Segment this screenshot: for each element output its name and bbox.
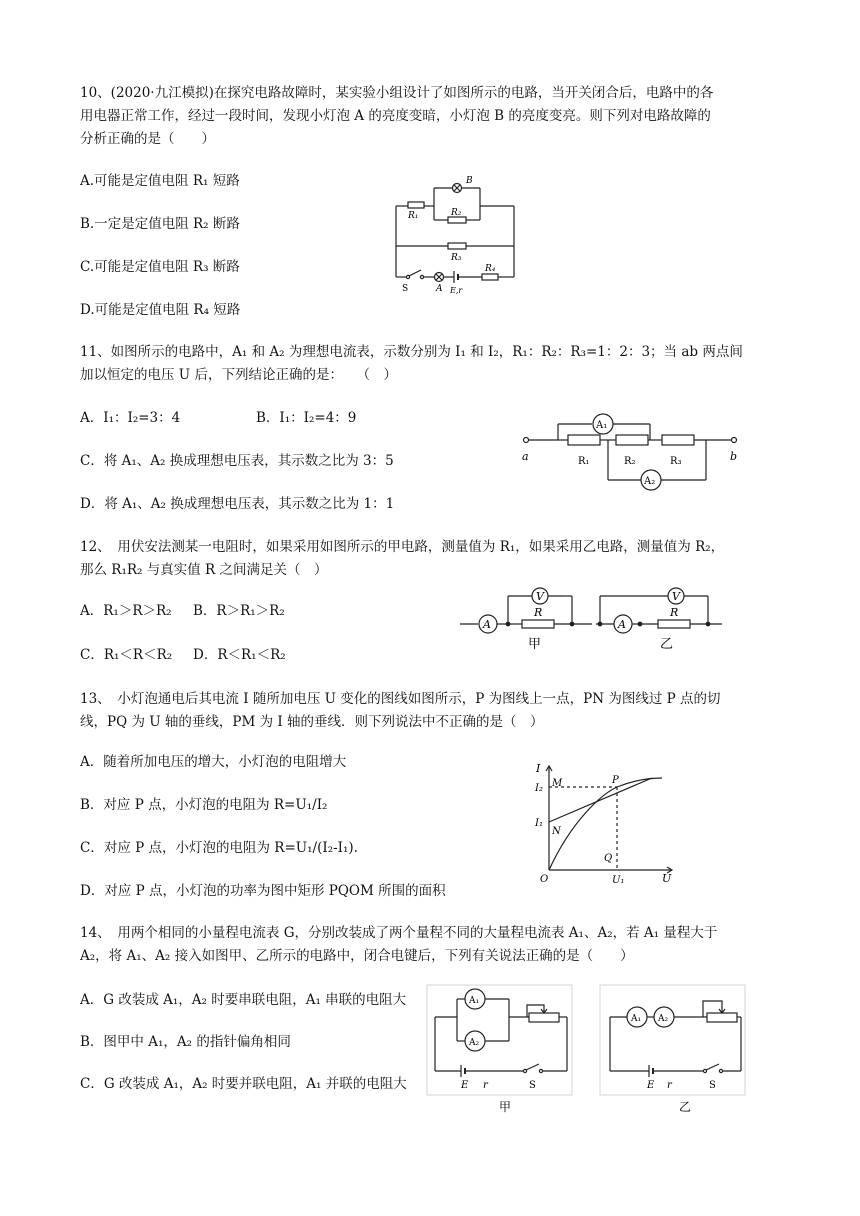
q12-fig-label-jia: 甲 — [528, 637, 542, 652]
q14-option-b[interactable]: B．图甲中 A₁，A₂ 的指针偏角相同 — [80, 1034, 291, 1050]
q10-fig-label-a: A — [436, 284, 443, 294]
q12-stem-line-2: 那么 R₁R₂ 与真实值 R 之间满足关（ ） — [80, 562, 328, 578]
q14-fig-yi-a1: A₁ — [631, 1014, 642, 1024]
q14-circuit-diagram — [427, 985, 767, 1115]
q12-option-a[interactable]: A．R₁＞R＞R₂ — [80, 603, 172, 619]
q12-stem-line-1: 12、 用伏安法测某一电阻时，如果采用如图所示的甲电路，测量值为 R₁，如果采用乙电路，测量值为 R₂， — [80, 539, 725, 555]
q13-option-b[interactable]: B．对应 P 点，小灯泡的电阻为 R=U₁/I₂ — [80, 797, 328, 813]
q11-fig-label-r2: R₂ — [624, 456, 636, 467]
q11-option-b[interactable]: B．I₁：I₂=4：9 — [256, 410, 357, 426]
q10-fig-label-er: E,r — [450, 286, 463, 295]
q10-option-b[interactable]: B.一定是定值电阻 R₂ 断路 — [80, 216, 240, 232]
q13-fig-label-m: M — [552, 778, 563, 789]
q11-stem-line-2: 加以恒定的电压 U 后，下列结论正确的是： （ ） — [80, 367, 397, 383]
q12-option-d[interactable]: D．R＜R₁＜R₂ — [193, 647, 286, 663]
q10-option-a[interactable]: A.可能是定值电阻 R₁ 短路 — [80, 173, 240, 189]
q12-fig-label-a-jia: A — [483, 618, 491, 631]
q14-stem-line-1: 14、 用两个相同的小量程电流表 G，分别改装成了两个量程不同的大量程电流表 A₁、A₂，若 A₁ 量程大于 — [80, 925, 718, 941]
q13-fig-label-o: O — [540, 874, 549, 885]
q14-fig-label-jia: 甲 — [499, 1100, 512, 1114]
q10-option-d[interactable]: D.可能是定值电阻 R₄ 短路 — [80, 302, 241, 318]
q14-fig-yi-r: r — [667, 1080, 672, 1091]
q13-fig-label-u1: U₁ — [612, 875, 625, 886]
q14-fig-jia-a1: A₁ — [469, 996, 480, 1006]
q11-fig-label-a1: A₁ — [596, 420, 608, 431]
q13-stem-line-2: 线，PQ 为 U 轴的垂线，PM 为 I 轴的垂线．则下列说法中不正确的是（ ） — [80, 714, 544, 730]
q10-stem-line-1: 10、(2020·九江模拟)在探究电路故障时，某实验小组设计了如图所示的电路，当开关闭合后，电路中的各 — [80, 85, 714, 101]
q13-iu-graph — [532, 760, 682, 885]
q10-fig-label-r1: R₁ — [408, 211, 419, 221]
q10-fig-label-r4: R₄ — [485, 264, 496, 274]
q11-fig-label-a2: A₂ — [644, 476, 656, 487]
q14-option-a[interactable]: A．G 改装成 A₁，A₂ 时要串联电阻，A₁ 串联的电阻大 — [80, 992, 407, 1008]
q10-stem-line-3: 分析正确的是（ ） — [80, 131, 215, 147]
q11-option-c[interactable]: C．将 A₁、A₂ 换成理想电压表，其示数之比为 3：5 — [80, 453, 394, 469]
q11-circuit-diagram — [520, 406, 745, 490]
q12-fig-label-r-jia: R — [534, 606, 543, 619]
q13-option-d[interactable]: D．对应 P 点，小灯泡的功率为图中矩形 PQOM 所围的面积 — [80, 883, 446, 899]
q13-fig-axis-i: I — [536, 762, 541, 775]
q13-fig-label-q: Q — [604, 853, 613, 864]
q12-option-c[interactable]: C．R₁＜R＜R₂ — [80, 647, 173, 663]
q13-option-a[interactable]: A．随着所加电压的增大，小灯泡的电阻增大 — [80, 754, 347, 770]
q12-fig-label-r-yi: R — [670, 606, 679, 619]
q14-option-c[interactable]: C．G 改装成 A₁，A₂ 时要并联电阻，A₁ 并联的电阻大 — [80, 1076, 407, 1092]
q13-fig-label-i1: I₁ — [535, 818, 543, 829]
q11-fig-label-r1: R₁ — [578, 456, 590, 467]
q10-fig-label-s: S — [402, 284, 409, 294]
q14-fig-jia-e: E — [461, 1080, 469, 1091]
q14-fig-label-yi: 乙 — [679, 1100, 692, 1114]
q13-fig-label-i2: I₂ — [535, 783, 543, 794]
q12-circuit-diagram — [460, 576, 730, 656]
q11-option-d[interactable]: D．将 A₁、A₂ 换成理想电压表，其示数之比为 1：1 — [80, 496, 395, 512]
q10-fig-label-b: B — [466, 176, 473, 186]
q10-stem-line-2: 用电器正常工作，经过一段时间，发现小灯泡 A 的亮度变暗，小灯泡 B 的亮度变亮。则下列对电路故障的 — [80, 108, 711, 124]
q11-option-a[interactable]: A．I₁：I₂=3：4 — [80, 410, 181, 426]
q11-fig-label-r3: R₃ — [670, 456, 682, 467]
q13-stem-line-1: 13、 小灯泡通电后其电流 I 随所加电压 U 变化的图线如图所示，P 为图线上一点，PN 为图线过 P 点的切 — [80, 691, 721, 707]
q12-fig-label-v-jia: V — [536, 590, 544, 603]
q14-fig-jia-r: r — [483, 1080, 488, 1091]
q11-fig-label-a-point: a — [522, 450, 529, 463]
q12-fig-label-v-yi: V — [672, 590, 680, 603]
q10-fig-label-r3: R₃ — [451, 253, 462, 263]
q14-fig-yi-a2: A₂ — [658, 1014, 669, 1024]
q13-option-c[interactable]: C．对应 P 点，小灯泡的电阻为 R=U₁/(I₂-I₁). — [80, 840, 358, 856]
q14-fig-jia-s: S — [529, 1080, 536, 1091]
q13-fig-label-p: P — [612, 775, 619, 786]
q12-option-b[interactable]: B．R＞R₁＞R₂ — [193, 603, 285, 619]
q10-option-c[interactable]: C.可能是定值电阻 R₃ 断路 — [80, 259, 240, 275]
q12-fig-label-yi: 乙 — [660, 637, 674, 652]
q11-stem-line-1: 11、如图所示的电路中，A₁ 和 A₂ 为理想电流表，示数分别为 I₁ 和 I₂，R₁：R₂：R₃=1：2：3；当 ab 两点间 — [80, 344, 743, 360]
q10-circuit-diagram — [390, 172, 520, 294]
q10-fig-label-r2: R₂ — [451, 208, 462, 218]
q12-fig-label-a-yi: A — [618, 618, 626, 631]
q14-fig-yi-e: E — [647, 1080, 655, 1091]
q13-fig-label-n: N — [552, 826, 561, 837]
q14-stem-line-2: A₂，将 A₁、A₂ 接入如图甲、乙所示的电路中，闭合电键后，下列有关说法正确的是（ ） — [80, 948, 634, 964]
q14-fig-yi-s: S — [709, 1080, 716, 1091]
q11-fig-label-b-point: b — [730, 450, 738, 463]
q13-fig-axis-u: U — [662, 872, 672, 885]
q14-fig-jia-a2: A₂ — [469, 1038, 480, 1048]
